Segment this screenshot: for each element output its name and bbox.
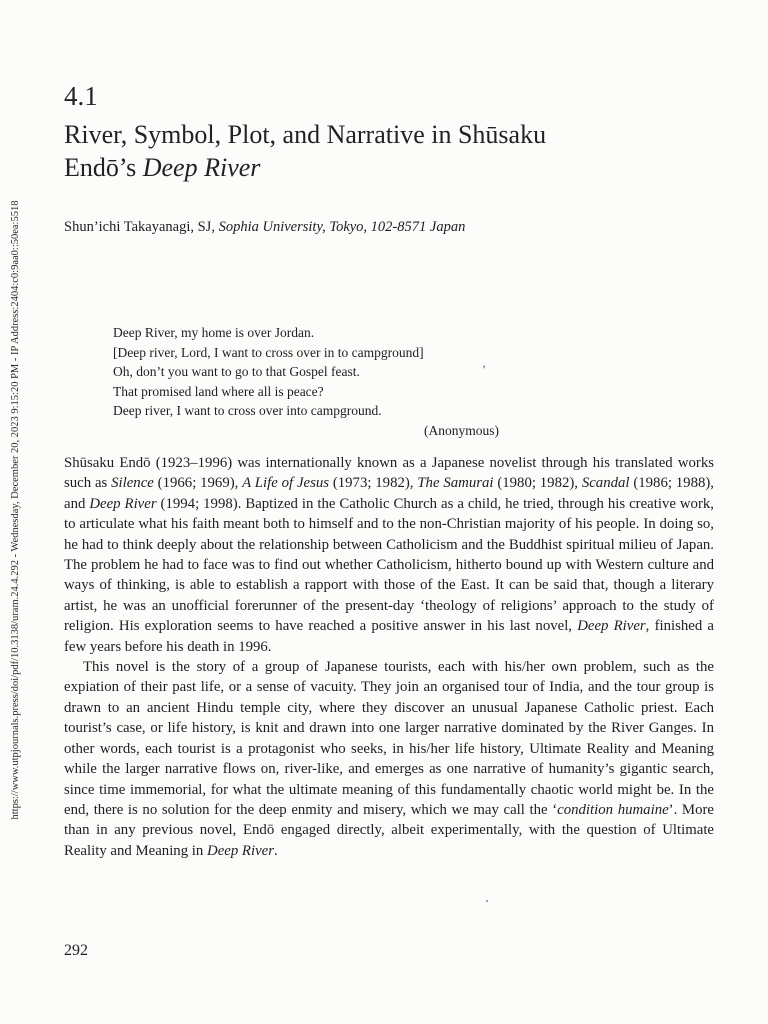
section-number: 4.1 xyxy=(64,81,98,111)
stray-mark: ’ xyxy=(482,362,486,376)
book-title: The Samurai xyxy=(417,475,494,492)
author-name: Shun’ichi Takayanagi, SJ, xyxy=(64,219,219,235)
text-run: Shūsaku Endō (1923–1996) was internationally known as a Japanese novelist through his translated works such as xyxy=(64,455,714,492)
epigraph-attribution: (Anonymous) xyxy=(424,422,499,438)
article-body xyxy=(64,453,714,861)
book-title: Deep River xyxy=(207,842,274,859)
scan-speck xyxy=(486,900,488,902)
book-title: Deep River xyxy=(89,495,157,512)
download-stamp: https://www.utpjournals.press/doi/pdf/10.3138/uram.24.4.292 - Wednesday, December 20, 2023 9:15:20 PM - IP Address:2404:c0:9aa0::50ea:5518 xyxy=(10,200,21,820)
author-affiliation: Sophia University, Tokyo, 102-8571 Japan xyxy=(218,219,466,235)
epigraph xyxy=(113,323,513,440)
book-title: Deep River xyxy=(577,618,646,635)
author-byline xyxy=(64,218,724,236)
text-run: (1966; 1969), xyxy=(153,475,243,492)
book-title: A Life of Jesus xyxy=(242,475,329,492)
text-run: ’. More than in any previous novel, Endō engaged directly, albeit experimentally, with the question of Ultimate Reality and Meaning in xyxy=(64,801,714,859)
page-number: 292 xyxy=(64,942,88,959)
title-line-2: Endō’s xyxy=(64,153,143,182)
paragraph-2 xyxy=(64,657,714,861)
title-italic: Deep River xyxy=(142,153,261,182)
epigraph-line: Deep River, my home is over Jordan. xyxy=(113,325,315,340)
text-run: This novel is the story of a group of Japanese tourists, each with his/her own problem, such as the expiation of their past life, or a sense of vacuity. They join an organised tour of India, and the tour group is drawn to an ancient Hindu temple city, where they discover an unusual Japanese Catholic priest. Each tourist’s case, or life history, is knit and drawn into one larger narrative dominated by the River Ganges. In other words, each tourist is a protagonist who seeks, in his/her life history, Ultimate Reality and Meaning while the larger narrative flows on, river-like, and emerges as one narrative of humanity’s gigantic search, since time immemorial, for what the ultimate meaning of this fundamentally chaotic world might be. In the end, there is no solution for the deep enmity and misery, which we may call the ‘ xyxy=(64,659,714,818)
article-title xyxy=(64,118,724,184)
text-run: (1994; 1998). Baptized in the Catholic Church as a child, he tried, through his creative work, to articulate what his faith meant both to himself and to the non-Christian majority of his people. In doing so, he had to think deeply about the relationship between Catholicism and the Buddhist spiritual milieu of Japan. The problem he had to face was to find out whether Catholicism, hitherto bound up with Western culture and ways of thinking, is able to establish a rapport with those of the East. It can be said that, though a literary artist, he was an unofficial forerunner of the present-day ‘theology of religions’ approach to the study of religion. His exploration seems to have reached a positive answer in his last novel, xyxy=(64,495,714,635)
text-run: . xyxy=(273,842,278,859)
text-run: (1973; 1982), xyxy=(329,475,418,492)
book-title: Scandal xyxy=(581,475,630,492)
epigraph-line: Oh, don’t you want to go to that Gospel feast. xyxy=(113,364,360,379)
epigraph-line: Deep river, I want to cross over into campground. xyxy=(113,403,382,418)
italic-phrase: condition humaine xyxy=(557,801,669,818)
title-line-1: River, Symbol, Plot, and Narrative in Shūsaku xyxy=(64,120,547,149)
text-run: , finished a few years before his death in 1996. xyxy=(64,618,714,655)
text-run: (1986; 1988), and xyxy=(64,475,714,512)
text-run: (1980; 1982), xyxy=(493,475,582,492)
epigraph-line: That promised land where all is peace? xyxy=(113,383,324,399)
paragraph-1 xyxy=(64,453,714,657)
epigraph-line: [Deep river, Lord, I want to cross over in to campground] xyxy=(113,344,424,360)
book-title: Silence xyxy=(111,475,154,492)
